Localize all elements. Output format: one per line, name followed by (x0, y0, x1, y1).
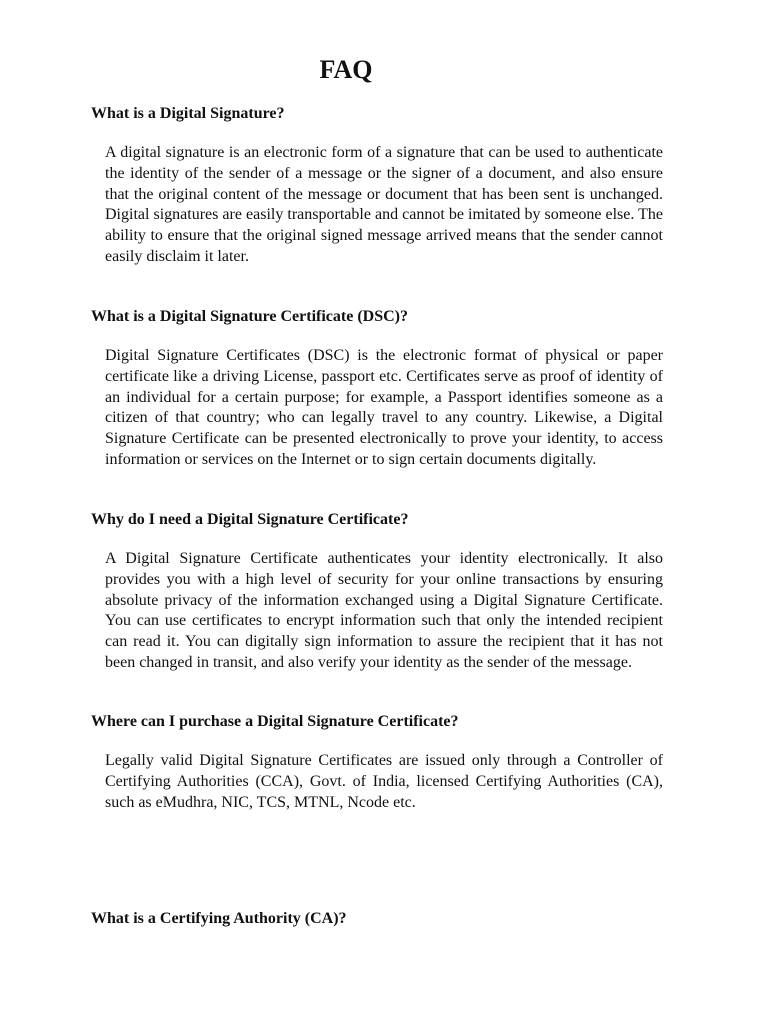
faq-answer-where-purchase: Legally valid Digital Signature Certificates are issued only through a Controller of Certifying Authorities (CCA), Govt. of India, licensed Certifying Authorities (CA), such as eMudhra, NIC, TCS, MTNL, Ncode etc. (105, 752, 663, 811)
faq-question-why-need-dsc: Why do I need a Digital Signature Certificate? (91, 511, 409, 528)
page-title: FAQ (319, 55, 373, 84)
faq-question-digital-signature: What is a Digital Signature? (91, 105, 285, 122)
faq-question-where-purchase: Where can I purchase a Digital Signature Certificate? (91, 713, 459, 730)
faq-answer-dsc: Digital Signature Certificates (DSC) is the electronic format of physical or paper certificate like a driving License, passport etc. Certificates serve as proof of identity of an individual for a certain purpose; for example, a Passport identifies someone as a citizen of that country; who can legally travel to any country. Likewise, a Digital Signature Certificate can be presented electronically to prove your identity, to access information or services on the Internet or to sign certain documents digitally. (105, 347, 663, 468)
faq-question-dsc: What is a Digital Signature Certificate (DSC)? (91, 308, 408, 325)
faq-answer-why-need-dsc: A Digital Signature Certificate authenticates your identity electronically. It also provides you with a high level of security for your online transactions by ensuring absolute privacy of the information exchanged using a Digital Signature Certificate. You can use certificates to encrypt information such that only the intended recipient can read it. You can digitally sign information to assure the recipient that it has not been changed in transit, and also verify your identity as the sender of the message. (105, 550, 663, 671)
faq-answer-digital-signature: A digital signature is an electronic form of a signature that can be used to authenticate the identity of the sender of a message or the signer of a document, and also ensure that the original content of the message or document that has been sent is unchanged. Digital signatures are easily transportable and cannot be imitated by someone else. The ability to ensure that the original signed message arrived means that the sender cannot easily disclaim it later. (105, 144, 663, 265)
faq-question-certifying-authority: What is a Certifying Authority (CA)? (91, 910, 347, 927)
